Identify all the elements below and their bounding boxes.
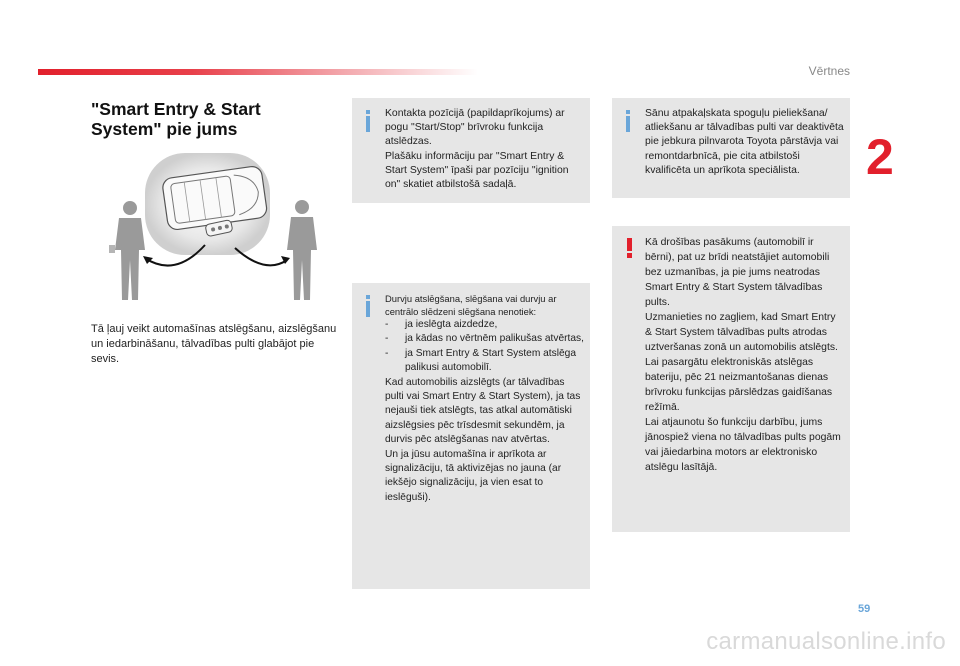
section-title: Vērtnes (808, 64, 850, 78)
locking-item-2: - ja kādas no vērtnēm palikušas atvērtas, (385, 332, 584, 346)
warning-text-4: Lai atjaunotu šo funkciju darbību, jums jānospiež viena no tālvadības pults pogām vai jāiedarbina motors ar elektronisko atslēgu lasītājā. (645, 417, 841, 473)
info-icon (622, 110, 634, 132)
mirrors-text: Sānu atpakaļskata spoguļu pieliekšana/ atliekšanu ar tālvadības pulti var deaktivēta pie jebkura pilnvarota Toyota pārstāvja vai remontdarbnīcā, pie cita atbilstoši kvalificēta un aprīkota speciālista. (645, 108, 844, 176)
warning-text-3: Lai pasargātu elektroniskās atslēgas bateriju, pēc 21 neizmantošanas dienas brīvroku funkcijas pārslēdzas gaidīšanas režīmā. (645, 357, 833, 413)
info-box-ignition (352, 98, 590, 203)
info-icon (362, 110, 374, 132)
watermark-text: carmanualsonline.info (706, 628, 946, 655)
person-right-icon (287, 200, 317, 300)
page-number: 59 (858, 603, 871, 615)
locking-paragraph-1: Kad automobilis aizslēgts (ar tālvadības pulti vai Smart Entry & Start System), ja tas nejauši tiek atslēgts, tas atkal automātiski aizslēgsies pēc trīsdesmit sekundēm, ja durvis pēc atslēgšanas nav atvērtas. (385, 376, 581, 446)
intro-text: Tā ļauj veikt automašīnas atslēgšanu, aizslēgšanu un iedarbināšanu, tālvadības pulti glabājot pie sevis. (91, 323, 337, 365)
page-title: "Smart Entry & Start System" pie jums (91, 99, 261, 139)
ignition-text-2: Plašāku informāciju par "Smart Entry & Start System" īpaši par pozīciju "ignition on" skatiet atbilstošā sadaļā. (385, 150, 569, 191)
chapter-number: 2 (866, 129, 894, 185)
locking-item-3: - ja Smart Entry & Start System atslēga palikusi automobilī. (385, 347, 584, 376)
warning-icon (624, 238, 636, 258)
header-accent-bar (38, 69, 478, 75)
warning-box-security (612, 226, 850, 532)
locking-paragraph-2: Un ja jūsu automašīna ir aprīkota ar signalizāciju, tā aktivizējas no jauna (ar iekšējo signalizāciju, ja vien esat to ieslēguši). (385, 448, 562, 503)
warning-text-2: Uzmanieties no zagļiem, kad Smart Entry & Start System tālvadības pults atrodas uztveršanas zonā un automobilis atslēgts. (645, 312, 838, 353)
locking-intro: Durvju atslēgšana, slēgšana vai durvju ar centrālo slēdzeni slēgšana nenotiek: (385, 293, 557, 317)
person-left-icon (109, 201, 145, 300)
warning-text-1: Kā drošības pasākums (automobilī ir bērni), pat uz brīdi neatstājiet automobili bez uzmanības, ja pie jums neatrodas Smart Entry & Start System tālvadības pults. (645, 237, 830, 308)
info-box-locking (352, 283, 590, 589)
info-icon (362, 295, 374, 317)
detection-zone-illustration (105, 150, 335, 310)
info-box-mirrors (612, 98, 850, 198)
locking-item-1: - ja ieslēgta aizdedze, (385, 318, 584, 332)
ignition-text-1: Kontakta pozīcijā (papildaprīkojums) ar pogu "Start/Stop" brīvroku funkcija atslēdzas. (385, 108, 565, 148)
